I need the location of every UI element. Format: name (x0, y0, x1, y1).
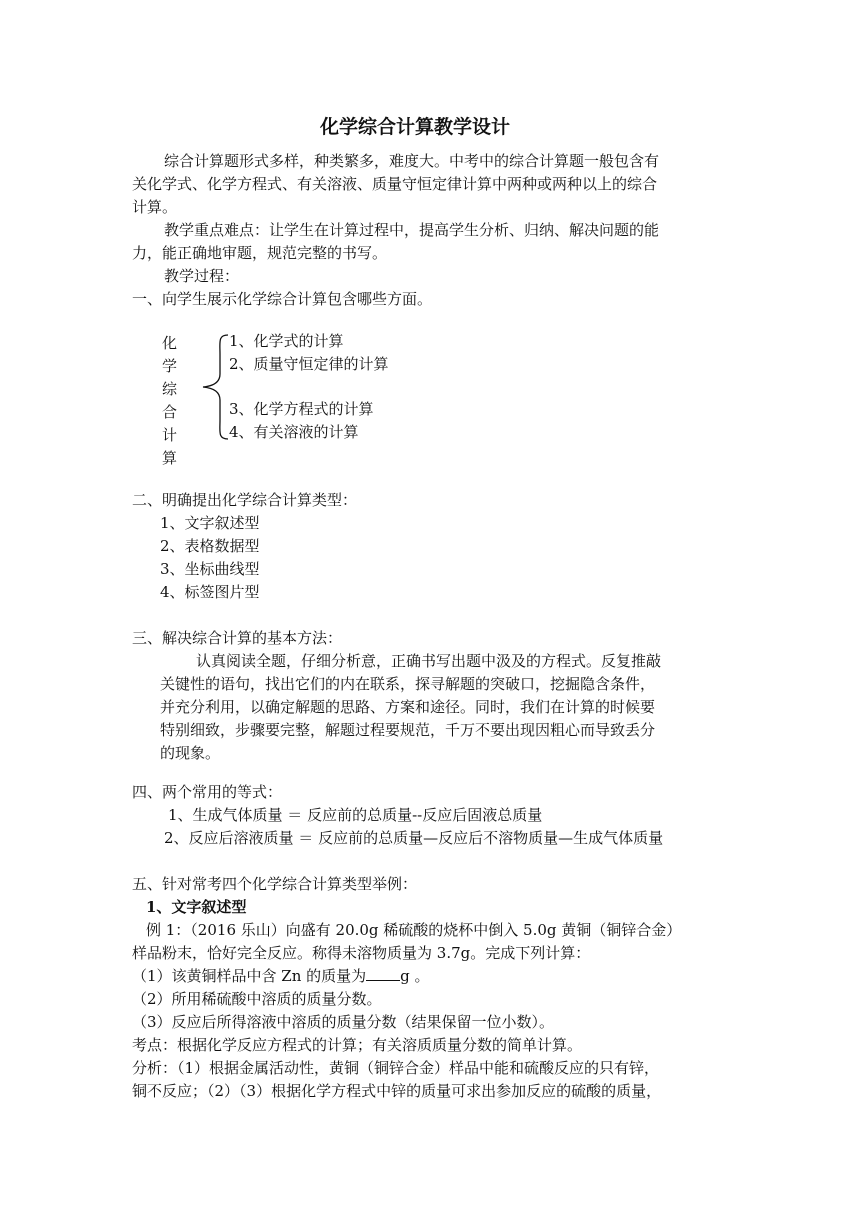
section-heading: 四、两个常用的等式： (132, 783, 283, 801)
equation: 2、反应后溶液质量 ＝ 反应前的总质量—反应后不溶物质量—生成气体质量 (164, 829, 664, 847)
paragraph-line: 特别细致，步骤要完整，解题过程要规范，千万不要出现因粗心而导致丢分 (160, 721, 656, 739)
section-heading: 二、明确提出化学综合计算类型： (132, 491, 358, 509)
fenxi-line: 分析：（1）根据金属活动性，黄铜（铜锌合金）样品中能和硫酸反应的只有锌， (132, 1059, 660, 1077)
paragraph-line: 关键性的语句，找出它们的内在联系，探寻解题的突破口，挖掘隐含条件， (160, 675, 656, 693)
page-title: 化学综合计算教学设计 (320, 116, 511, 138)
vertical-char: 化 (162, 334, 178, 352)
question-1-unit: g 。 (400, 967, 430, 985)
vertical-char: 综 (162, 380, 178, 398)
vertical-char: 学 (162, 357, 178, 375)
example-line: 例 1：（2016 乐山）向盛有 20.0g 稀硫酸的烧杯中倒入 5.0g 黄铜（铜锌合金） (146, 921, 682, 939)
intro-line: 关化学式、化学方程式、有关溶液、质量守恒定律计算中两种或两种以上的综合 (132, 175, 658, 193)
kaodian: 考点：根据化学反应方程式的计算；有关溶质质量分数的简单计算。 (132, 1036, 583, 1054)
section-heading: 三、解决综合计算的基本方法： (132, 629, 343, 647)
question-1 (132, 965, 430, 988)
intro-line: 力，能正确地审题，规范完整的书写。 (132, 244, 388, 262)
list-item: 4、标签图片型 (160, 583, 260, 601)
section-heading: 一、向学生展示化学综合计算包含哪些方面。 (132, 290, 433, 308)
vertical-char: 算 (162, 449, 178, 467)
list-item: 4、有关溶液的计算 (229, 423, 359, 441)
list-item: 3、化学方程式的计算 (229, 400, 374, 418)
answer-blank (366, 966, 400, 981)
paragraph-line: 并充分利用，以确定解题的思路、方案和途径。同时，我们在计算的时候要 (160, 698, 656, 716)
fenxi-line: 铜不反应；（2）（3）根据化学方程式中锌的质量可求出参加反应的硫酸的质量， (132, 1082, 662, 1100)
example-line: 样品粉末，恰好完全反应。称得未溶物质量为 3.7g。完成下列计算： (132, 944, 591, 962)
question-3: （3）反应后所得溶液中溶质的质量分数（结果保留一位小数）。 (132, 1013, 555, 1031)
vertical-char: 合 (162, 403, 178, 421)
paragraph-line: 的现象。 (160, 744, 221, 762)
list-item: 3、坐标曲线型 (160, 560, 260, 578)
intro-line: 教学重点难点：让学生在计算过程中，提高学生分析、归纳、解决问题的能 (164, 221, 660, 239)
section-heading: 五、针对常考四个化学综合计算类型举例： (132, 875, 418, 893)
intro-line: 综合计算题形式多样，种类繁多，难度大。中考中的综合计算题一般包含有 (164, 152, 660, 170)
question-1-text: （1）该黄铜样品中含 Zn 的质量为 (132, 967, 367, 985)
vertical-char: 计 (162, 426, 178, 444)
list-item: 1、化学式的计算 (229, 332, 344, 350)
list-item: 2、表格数据型 (160, 537, 260, 555)
equation: 1、生成气体质量 ＝ 反应前的总质量--反应后固液总质量 (168, 806, 543, 824)
list-item: 1、文字叙述型 (160, 514, 260, 532)
intro-line: 计算。 (132, 198, 178, 216)
curly-brace-icon (198, 332, 232, 442)
paragraph-line: 认真阅读全题，仔细分析意，正确书写出题中汲及的方程式。反复推敲 (196, 652, 662, 670)
subheading: 1、文字叙述型 (146, 898, 247, 916)
question-2: （2）所用稀硫酸中溶质的质量分数。 (132, 990, 382, 1008)
intro-line: 教学过程： (164, 267, 240, 285)
list-item: 2、质量守恒定律的计算 (229, 355, 389, 373)
